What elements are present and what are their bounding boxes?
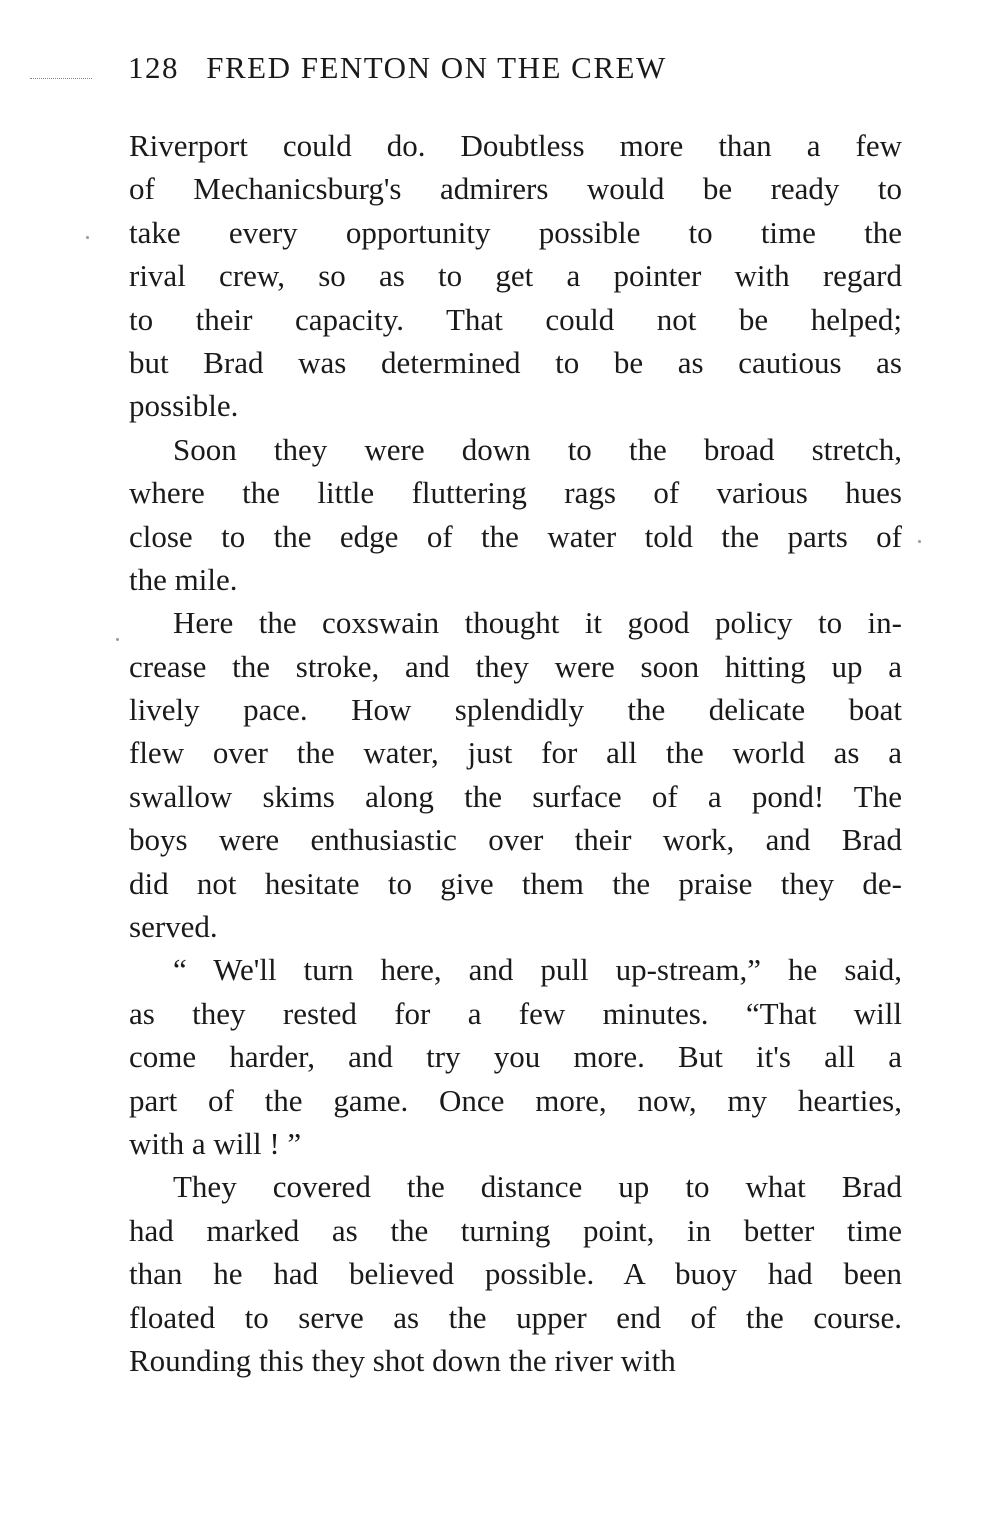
text-line: Riverport could do. Doubtless more than a few [129, 128, 902, 163]
paragraph [129, 124, 902, 428]
text-line: but Brad was determined to be as cautious as [129, 344, 902, 380]
scan-mark [30, 78, 92, 79]
text-line: of Mechanicsburg's admirers would be ready to [129, 171, 902, 207]
paragraph [129, 1165, 902, 1382]
text-line: than he had believed possible. A buoy had been [129, 1256, 902, 1292]
text-line: the mile. [129, 561, 238, 597]
paragraph [129, 428, 902, 602]
text-line: part of the game. Once more, now, my hearties, [129, 1082, 902, 1118]
text-line: “ We'll turn here, and pull up-stream,” he said, [173, 952, 902, 988]
paragraph [129, 601, 902, 948]
text-line: served. [129, 909, 218, 945]
text-line: crease the stroke, and they were soon hitting up a [129, 648, 902, 684]
text-line: Rounding this they shot down the river with [129, 1342, 676, 1378]
paragraph [129, 948, 902, 1165]
text-line: possible. [129, 388, 239, 424]
scan-speck [116, 638, 119, 641]
text-line: swallow skims along the surface of a pond! The [129, 778, 902, 814]
text-line: as they rested for a few minutes. “That will [129, 995, 902, 1031]
text-line: did not hesitate to give them the praise they de- [129, 865, 902, 901]
scan-speck [86, 236, 89, 239]
page-number: 128 [128, 50, 179, 85]
text-line: take every opportunity possible to time the [129, 214, 902, 250]
text-line: where the little fluttering rags of various hues [129, 475, 902, 511]
scan-speck [918, 540, 921, 543]
body-text [129, 124, 902, 1382]
text-line: had marked as the turning point, in better time [129, 1212, 902, 1248]
text-line: Soon they were down to the broad stretch, [173, 431, 902, 467]
text-line: boys were enthusiastic over their work, and Brad [129, 822, 902, 858]
text-line: come harder, and try you more. But it's all a [129, 1039, 902, 1075]
text-line: They covered the distance up to what Brad [173, 1169, 902, 1205]
text-line: rival crew, so as to get a pointer with regard [129, 258, 902, 294]
running-header [128, 50, 908, 86]
text-line: flew over the water, just for all the world as a [129, 735, 902, 771]
text-line: to their capacity. That could not be helped; [129, 301, 902, 337]
text-line: floated to serve as the upper end of the course. [129, 1299, 902, 1335]
text-line: with a will ! ” [129, 1125, 302, 1161]
text-line: Here the coxswain thought it good policy to in- [173, 605, 902, 641]
text-line: close to the edge of the water told the parts of [129, 518, 902, 554]
running-title: FRED FENTON ON THE CREW [206, 50, 667, 85]
text-line: lively pace. How splendidly the delicate boat [129, 692, 902, 728]
